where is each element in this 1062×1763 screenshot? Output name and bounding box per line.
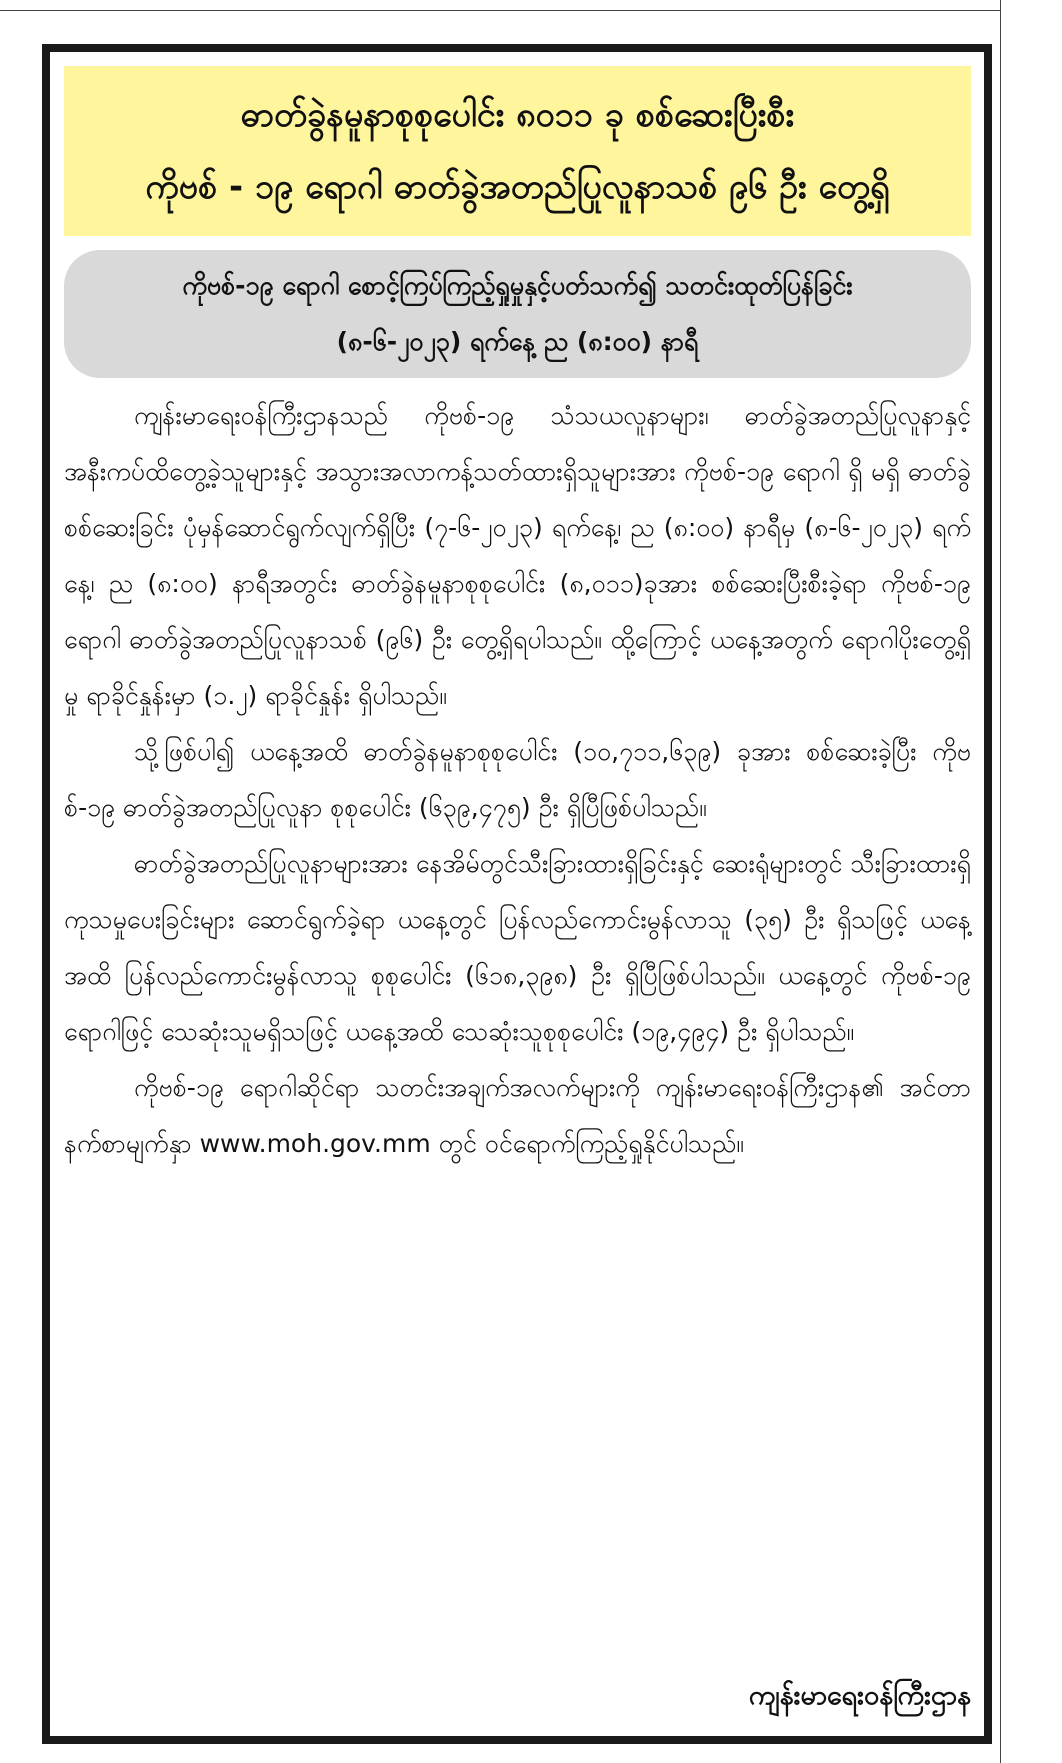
paragraph-website-info: ကိုဗစ်-၁၉ ရောဂါဆိုင်ရာ သတင်းအချက်အလက်များကို ကျန်းမာရေးဝန်ကြီးဌာန၏ အင်တာနက်စာမျက်နှာ www.moh.gov.mm တွင် ဝင်ရောက်ကြည့်ရှုနိုင်ပါသည်။	[64, 1073, 971, 1158]
headline-line-2: ကိုဗစ် - ၁၉ ရောဂါ ဓာတ်ခွဲအတည်ပြုလူနာသစ် ၉၆ ဦး တွေ့ရှိ	[145, 167, 890, 207]
top-rule-line	[0, 10, 1000, 11]
subheading-box	[64, 250, 971, 378]
paragraph-cumulative-totals: သို့ဖြစ်ပါ၍ ယနေ့အထိ ဓာတ်ခွဲနမူနာစုစုပေါင်း (၁၀,၇၁၁,၆၃၉) ခုအား စစ်ဆေးခဲ့ပြီး ကိုဗစ်-၁၉ ဓာတ်ခွဲအတည်ပြုလူနာ စုစုပေါင်း (၆၃၉,၄၇၅) ဦး ရှိပြီဖြစ်ပါသည်။	[64, 737, 971, 822]
issuer-signature: ကျန်းမာရေးဝန်ကြီးဌာန	[748, 1680, 971, 1711]
subheading-title: ကိုဗစ်-၁၉ ရောဂါ စောင့်ကြပ်ကြည့်ရှုမှုနှင့်ပတ်သက်၍ သတင်းထုတ်ပြန်ခြင်း	[182, 271, 853, 300]
right-rule-line	[1000, 0, 1001, 1763]
subheading-date: (၈-၆-၂၀၂၃) ရက်နေ့ ည (၈:၀၀) နာရီ	[336, 327, 699, 356]
headline-box	[64, 66, 971, 236]
paragraph-recoveries-deaths: ဓာတ်ခွဲအတည်ပြုလူနာများအား နေအိမ်တွင်သီးခြားထားရှိခြင်းနှင့် ဆေးရုံများတွင် သီးခြားထားရှိကုသမှုပေးခြင်းများ ဆောင်ရွက်ခဲ့ရာ ယနေ့တွင် ပြန်လည်ကောင်းမွန်လာသူ (၃၅) ဦး ရှိသဖြင့် ယနေ့အထိ ပြန်လည်ကောင်းမွန်လာသူ စုစုပေါင်း (၆၁၈,၃၉၈) ဦး ရှိပြီဖြစ်ပါသည်။ ယနေ့တွင် ကိုဗစ်-၁၉ ရောဂါဖြင့် သေဆုံးသူမရှိသဖြင့် ယနေ့အထိ သေဆုံးသူစုစုပေါင်း (၁၉,၄၉၄) ဦး ရှိပါသည်။	[64, 849, 971, 1046]
paragraph-testing-results: ကျန်းမာရေးဝန်ကြီးဌာနသည် ကိုဗစ်-၁၉ သံသယလူနာများ၊ ဓာတ်ခွဲအတည်ပြုလူနာနှင့် အနီးကပ်ထိတွေ့ခဲ့သူများနှင့် အသွားအလာကန့်သတ်ထားရှိသူများအား ကိုဗစ်-၁၉ ရောဂါ ရှိ မရှိ ဓာတ်ခွဲစစ်ဆေးခြင်း ပုံမှန်ဆောင်ရွက်လျက်ရှိပြီး (၇-၆-၂၀၂၃) ရက်နေ့၊ ည (၈:၀၀) နာရီမှ (၈-၆-၂၀၂၃) ရက်နေ့၊ ည (၈:၀၀) နာရီအတွင်း ဓာတ်ခွဲနမူနာစုစုပေါင်း (၈,၀၁၁)ခုအား စစ်ဆေးပြီးစီးခဲ့ရာ ကိုဗစ်-၁၉ ရောဂါ ဓာတ်ခွဲအတည်ပြုလူနာသစ် (၉၆) ဦး တွေ့ရှိရပါသည်။ ထို့ကြောင့် ယနေ့အတွက် ရောဂါပိုးတွေ့ရှိမှု ရာခိုင်နှုန်းမှာ (၁.၂) ရာခိုင်နှုန်း ရှိပါသည်။	[64, 401, 971, 710]
headline-line-1: ဓာတ်ခွဲနမူနာစုစုပေါင်း ၈၀၁၁ ခု စစ်ဆေးပြီးစီး	[240, 95, 795, 135]
announcement-body	[64, 388, 971, 1172]
